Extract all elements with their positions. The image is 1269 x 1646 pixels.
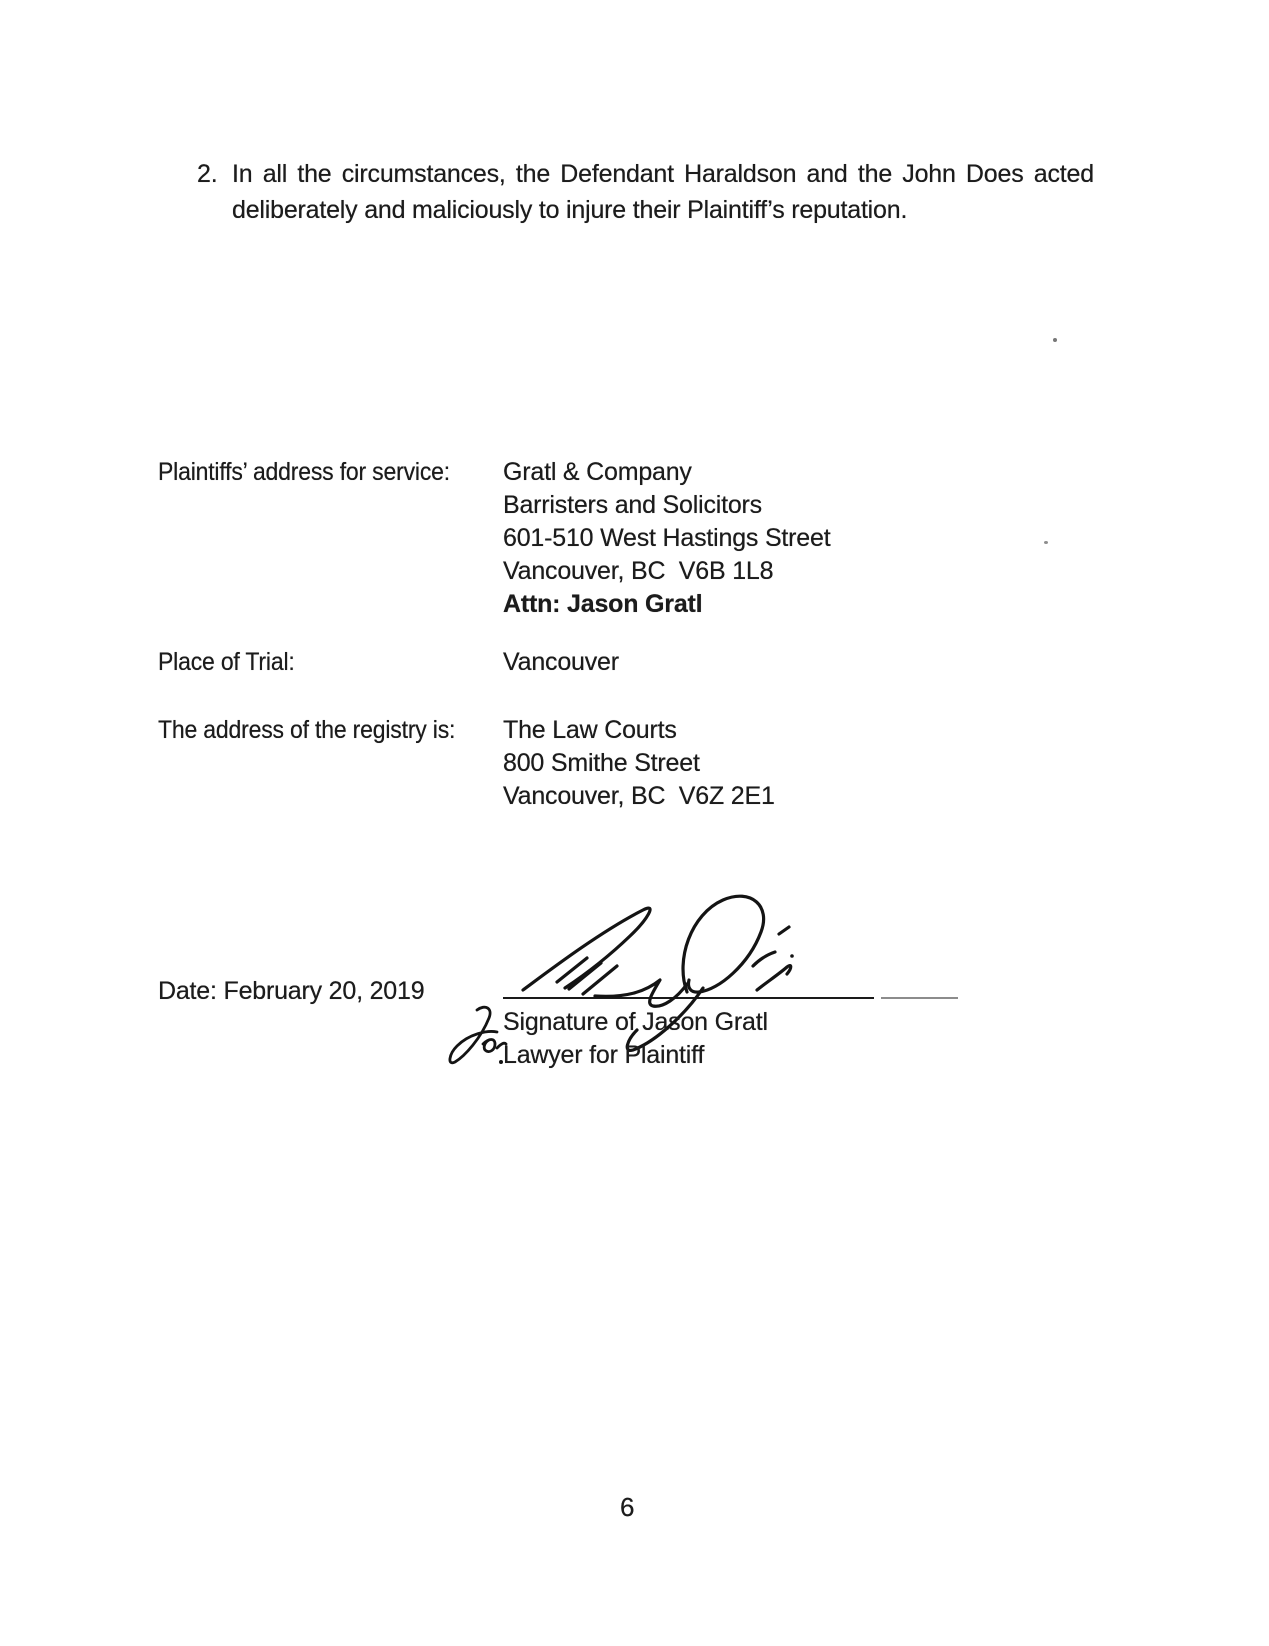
paragraph-number: 2. (197, 160, 218, 188)
service-address-line: Vancouver, BC V6B 1L8 (503, 557, 774, 585)
service-address-line: Barristers and Solicitors (503, 491, 762, 519)
signature-line (503, 997, 874, 999)
registry-address-line: 800 Smithe Street (503, 749, 700, 777)
handwritten-for-note (443, 1002, 509, 1072)
place-of-trial-label: Place of Trial: (158, 648, 295, 676)
service-address-value (503, 456, 830, 621)
scan-speck (1053, 338, 1057, 342)
paragraph-line-2: deliberately and maliciously to injure their Plaintiff’s reputation. (232, 196, 908, 224)
paragraph-line-1: In all the circumstances, the Defendant Haraldson and the John Does acted (232, 160, 1094, 188)
service-address-label: Plaintiffs’ address for service: (158, 458, 450, 486)
signature-caption: Signature of Jason Gratl (503, 1008, 768, 1036)
signature-line-faint-segment (881, 997, 958, 999)
registry-address-line: Vancouver, BC V6Z 2E1 (503, 782, 775, 810)
registry-address-label: The address of the registry is: (158, 716, 456, 744)
registry-address-line: The Law Courts (503, 716, 677, 744)
place-of-trial-value: Vancouver (503, 648, 619, 676)
service-address-line: 601-510 West Hastings Street (503, 524, 831, 552)
date-line: Date: February 20, 2019 (158, 977, 425, 1005)
service-address-attn: Attn: Jason Gratl (503, 590, 703, 618)
registry-address-value (503, 714, 775, 813)
service-address-line: Gratl & Company (503, 458, 692, 486)
signature-role-caption: Lawyer for Plaintiff (503, 1041, 705, 1069)
scan-speck (1044, 541, 1048, 544)
page-number: 6 (620, 1492, 635, 1522)
